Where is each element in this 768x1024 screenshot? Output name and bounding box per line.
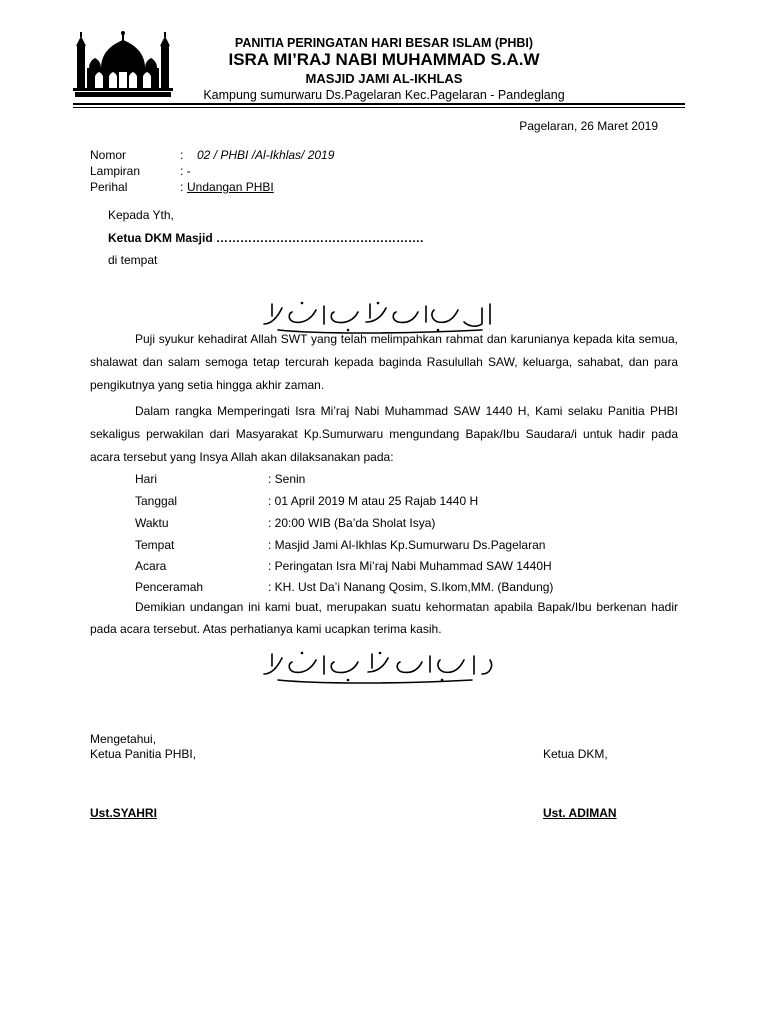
letterhead-rule-thin [73, 107, 685, 108]
event-hari-label: Hari [135, 472, 158, 486]
event-tempat-value: : Masjid Jami Al-Ikhlas Kp.Sumurwaru Ds.Pagelaran [268, 538, 546, 552]
right-signatory-name: Ust. ADIMAN [543, 806, 617, 820]
left-signatory-name: Ust.SYAHRI [90, 806, 157, 820]
event-acara-label: Acara [135, 559, 167, 573]
paragraph-closing: Demikian undangan ini kami buat, merupakan suatu kehormatan apabila Bapak/Ibu berkenan hadir pada acara tersebut. Atas perhatianya kami ucapkan terima kasih. [90, 600, 678, 636]
waalaikumsalam-calligraphy [258, 648, 498, 688]
mengetahui-label: Mengetahui, [90, 732, 157, 746]
event-tempat-label: Tempat [135, 538, 175, 552]
event-acara-value: : Peringatan Isra Mi’raj Nabi Muhammad SAW 1440H [268, 559, 552, 573]
left-signatory-title: Ketua Panitia PHBI, [90, 747, 197, 761]
lampiran-value: : - [180, 164, 191, 178]
event-tanggal-label: Tanggal [135, 494, 178, 508]
mosque-logo-icon [73, 30, 173, 98]
event-penceramah-value: : KH. Ust Da’i Nanang Qosim, S.Ikom,MM. (Bandung) [268, 580, 554, 594]
recipient-place: di tempat [108, 253, 158, 267]
lampiran-label: Lampiran [90, 164, 141, 178]
letter-date: Pagelaran, 26 Maret 2019 [519, 119, 658, 133]
perihal-value: Undangan PHBI [187, 180, 274, 194]
recipient-greeting: Kepada Yth, [108, 208, 174, 222]
event-waktu-label: Waktu [135, 516, 169, 530]
event-title: ISRA MI’RAJ NABI MUHAMMAD S.A.W [228, 50, 540, 69]
paragraph-opening: Puji syukur kehadirat Allah SWT yang telah melimpahkan rahmat dan karunianya kepada kita semua, shalawat dan salam semoga tetap tercurah kepada baginda Rasulullah SAW, keluarga, sahabat, dan para pengikutnya yang setia hingga akhir zaman. [90, 332, 678, 392]
event-penceramah-label: Penceramah [135, 580, 204, 594]
event-hari-value: : Senin [268, 472, 306, 486]
letterhead-rule-thick [73, 103, 685, 105]
nomor-value: 02 / PHBI /Al-Ikhlas/ 2019 [197, 148, 335, 162]
address-line: Kampung sumurwaru Ds.Pagelaran Kec.Pagelaran - Pandeglang [203, 88, 565, 102]
right-signatory-title: Ketua DKM, [543, 747, 608, 761]
nomor-colon: : [180, 148, 184, 162]
paragraph-invitation: Dalam rangka Memperingati Isra Mi’raj Nabi Muhammad SAW 1440 H, Kami selaku Panitia PHBI sekaligus perwakilan dari Masyarakat Kp.Sumurwaru mengundang Bapak/Ibu Saudara/i untuk hadir pada acara tersebut yang Insya Allah akan dilaksanakan pada: [90, 404, 678, 464]
mosque-name: MASJID JAMI AL-IKHLAS [305, 71, 463, 86]
perihal-colon: : [180, 180, 184, 194]
committee-name: PANITIA PERINGATAN HARI BESAR ISLAM (PHBI) [234, 36, 534, 50]
event-waktu-value: : 20:00 WIB (Ba’da Sholat Isya) [268, 516, 436, 530]
perihal-label: Perihal [90, 180, 128, 194]
nomor-label: Nomor [90, 148, 127, 162]
event-tanggal-value: : 01 April 2019 M atau 25 Rajab 1440 H [268, 494, 479, 508]
recipient-name: Ketua DKM Masjid ……………………………………………. [108, 231, 424, 245]
